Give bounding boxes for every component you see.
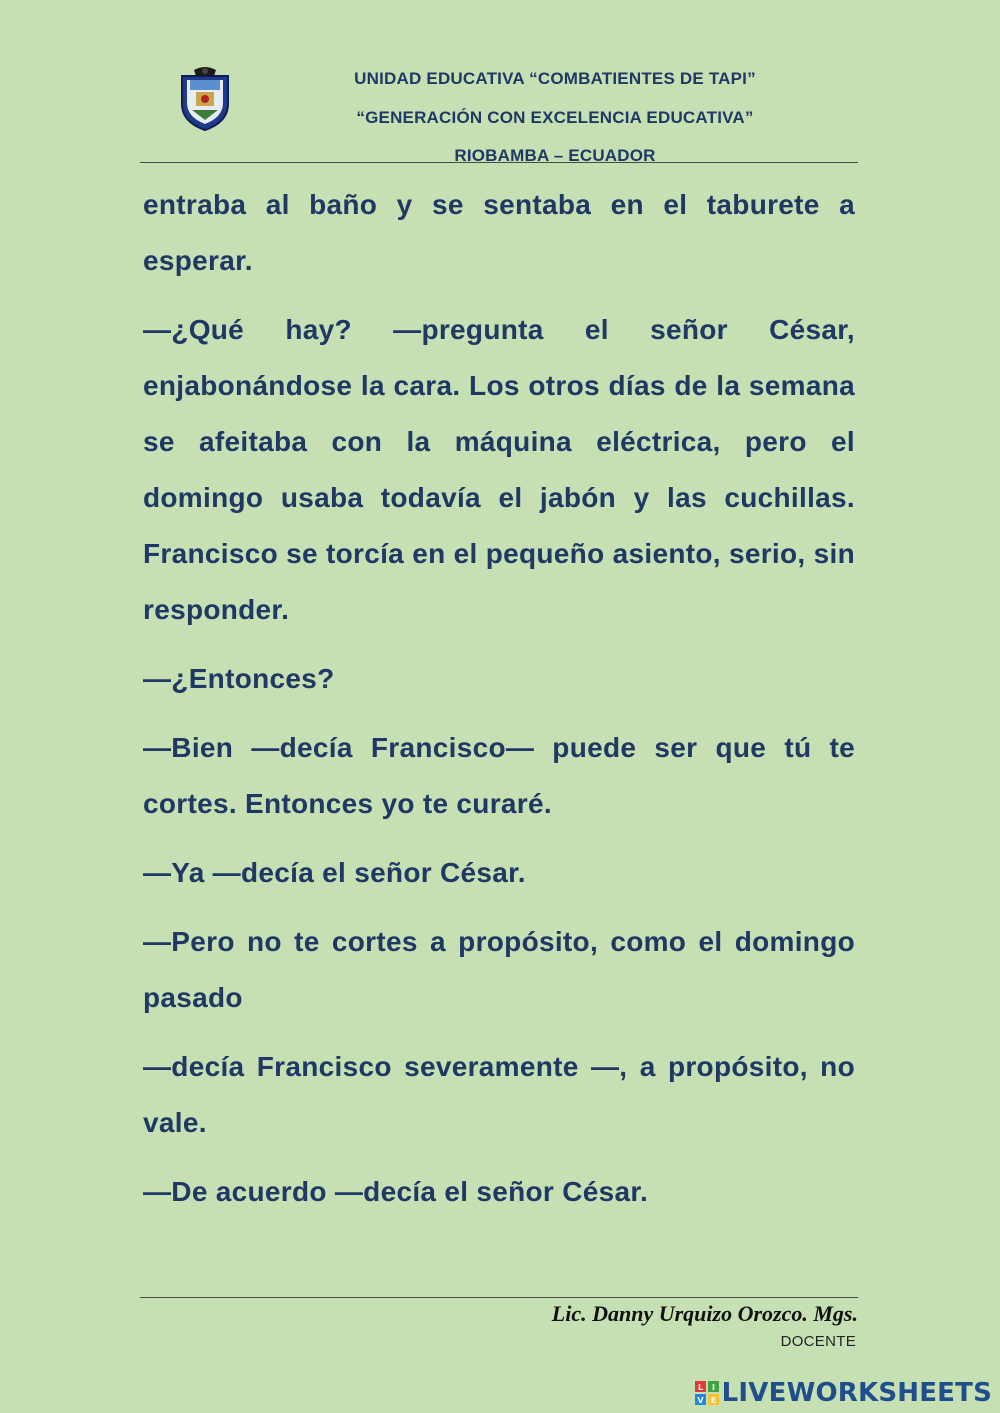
school-crest-icon bbox=[176, 66, 234, 132]
paragraph-8: —De acuerdo —decía el señor César. bbox=[143, 1176, 649, 1207]
institution-name: UNIDAD EDUCATIVA “COMBATIENTES DE TAPI” bbox=[354, 69, 756, 88]
paragraph-3: —¿Entonces? bbox=[143, 663, 335, 694]
teacher-role: DOCENTE bbox=[780, 1333, 856, 1350]
logo-letter-l: L bbox=[697, 1383, 703, 1392]
document-header bbox=[140, 50, 858, 163]
paragraph-2: —¿Qué hay? —pregunta el señor César, enjabonándose la cara. Los otros días de la semana se afeitaba con la máquina eléctrica, pero el domingo usaba todavía el jabón y las cuchillas. Francisco se torcía en el pequeño asiento, serio, sin responder. bbox=[143, 314, 855, 625]
liveworksheets-wordmark: LIVEWORKSHEETS bbox=[721, 1378, 992, 1408]
institution-location: RIOBAMBA – ECUADOR bbox=[454, 146, 656, 165]
paragraph-6: —Pero no te cortes a propósito, como el domingo pasado bbox=[143, 926, 855, 1013]
teacher-signature: Lic. Danny Urquizo Orozco. Mgs. bbox=[551, 1301, 858, 1326]
logo-letter-e: E bbox=[710, 1396, 716, 1405]
paragraph-7: —decía Francisco severamente —, a propósito, no vale. bbox=[143, 1051, 855, 1138]
reading-text bbox=[143, 177, 855, 1233]
logo-letter-i: I bbox=[711, 1383, 715, 1392]
liveworksheets-brand bbox=[695, 1377, 992, 1409]
logo-letter-v: V bbox=[697, 1396, 704, 1405]
paragraph-5: —Ya —decía el señor César. bbox=[143, 857, 526, 888]
footer-divider bbox=[140, 1297, 858, 1298]
liveworksheets-logo-icon bbox=[695, 1381, 719, 1405]
paragraph-1: entraba al baño y se sentaba en el taburete a esperar. bbox=[143, 189, 855, 276]
institution-heading bbox=[270, 60, 840, 176]
institution-motto: “GENERACIÓN CON EXCELENCIA EDUCATIVA” bbox=[356, 107, 754, 127]
paragraph-4: —Bien —decía Francisco— puede ser que tú te cortes. Entonces yo te curaré. bbox=[143, 732, 855, 819]
